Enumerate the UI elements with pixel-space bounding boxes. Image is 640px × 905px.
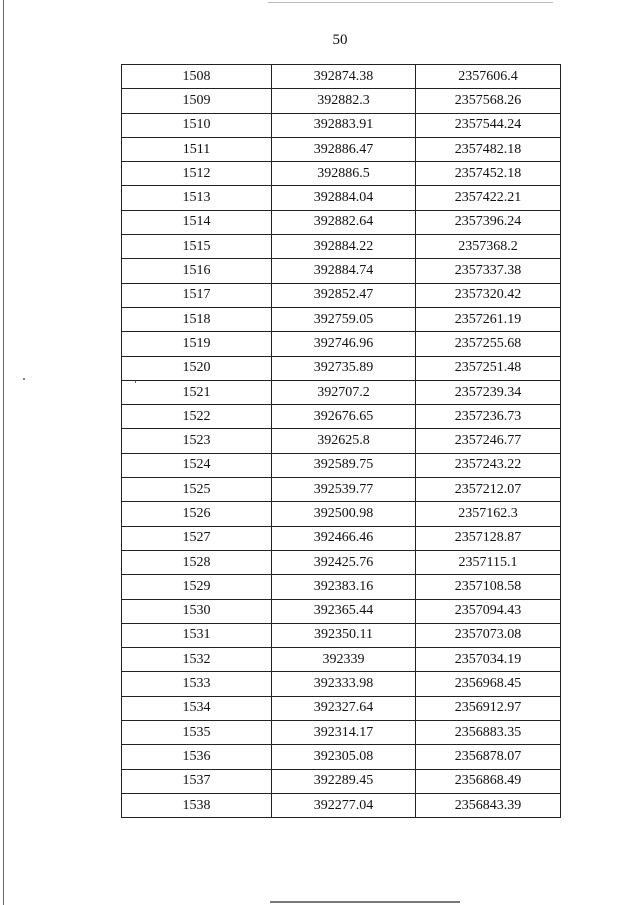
table-row bbox=[122, 745, 561, 769]
x-coordinate-cell: 392676.65 bbox=[272, 405, 416, 429]
table-row bbox=[122, 307, 561, 331]
y-coordinate-cell: 2357236.73 bbox=[416, 405, 561, 429]
point-number-cell: 1520 bbox=[122, 356, 272, 380]
x-coordinate-cell: 392746.96 bbox=[272, 332, 416, 356]
x-coordinate-cell: 392333.98 bbox=[272, 672, 416, 696]
scan-top-rule bbox=[268, 2, 553, 3]
x-coordinate-cell: 392339 bbox=[272, 648, 416, 672]
table-row bbox=[122, 478, 561, 502]
point-number-cell: 1537 bbox=[122, 769, 272, 793]
x-coordinate-cell: 392886.5 bbox=[272, 162, 416, 186]
y-coordinate-cell: 2357261.19 bbox=[416, 307, 561, 331]
table-row bbox=[122, 332, 561, 356]
table-row bbox=[122, 648, 561, 672]
point-number-cell: 1522 bbox=[122, 405, 272, 429]
point-number-cell: 1532 bbox=[122, 648, 272, 672]
x-coordinate-cell: 392589.75 bbox=[272, 453, 416, 477]
y-coordinate-cell: 2357115.1 bbox=[416, 550, 561, 574]
x-coordinate-cell: 392707.2 bbox=[272, 380, 416, 404]
x-coordinate-cell: 392759.05 bbox=[272, 307, 416, 331]
table-row bbox=[122, 113, 561, 137]
point-number-cell: 1531 bbox=[122, 623, 272, 647]
page-number: 50 bbox=[332, 32, 348, 48]
y-coordinate-cell: 2357094.43 bbox=[416, 599, 561, 623]
y-coordinate-cell: 2357251.48 bbox=[416, 356, 561, 380]
y-coordinate-cell: 2357128.87 bbox=[416, 526, 561, 550]
point-number-cell: 1508 bbox=[122, 65, 272, 89]
x-coordinate-cell: 392882.64 bbox=[272, 210, 416, 234]
point-number-cell: 1524 bbox=[122, 453, 272, 477]
y-coordinate-cell: 2356883.35 bbox=[416, 721, 561, 745]
x-coordinate-cell: 392625.8 bbox=[272, 429, 416, 453]
point-number-cell: 1516 bbox=[122, 259, 272, 283]
y-coordinate-cell: 2357255.68 bbox=[416, 332, 561, 356]
table-row bbox=[122, 769, 561, 793]
x-coordinate-cell: 392852.47 bbox=[272, 283, 416, 307]
scan-speck bbox=[23, 378, 25, 380]
table-row bbox=[122, 65, 561, 89]
point-number-cell: 1536 bbox=[122, 745, 272, 769]
point-number-cell: 1513 bbox=[122, 186, 272, 210]
x-coordinate-cell: 392327.64 bbox=[272, 696, 416, 720]
y-coordinate-cell: 2357337.38 bbox=[416, 259, 561, 283]
table-row bbox=[122, 235, 561, 259]
y-coordinate-cell: 2357396.24 bbox=[416, 210, 561, 234]
point-number-cell: 1512 bbox=[122, 162, 272, 186]
point-number-cell: 1526 bbox=[122, 502, 272, 526]
table-row bbox=[122, 721, 561, 745]
x-coordinate-cell: 392365.44 bbox=[272, 599, 416, 623]
y-coordinate-cell: 2357422.21 bbox=[416, 186, 561, 210]
table-row bbox=[122, 259, 561, 283]
y-coordinate-cell: 2356843.39 bbox=[416, 793, 561, 817]
table-row bbox=[122, 210, 561, 234]
x-coordinate-cell: 392277.04 bbox=[272, 793, 416, 817]
coordinates-table-body bbox=[122, 65, 561, 818]
x-coordinate-cell: 392350.11 bbox=[272, 623, 416, 647]
x-coordinate-cell: 392539.77 bbox=[272, 478, 416, 502]
point-number-cell: 1528 bbox=[122, 550, 272, 574]
y-coordinate-cell: 2356968.45 bbox=[416, 672, 561, 696]
table-row bbox=[122, 453, 561, 477]
y-coordinate-cell: 2357320.42 bbox=[416, 283, 561, 307]
y-coordinate-cell: 2357544.24 bbox=[416, 113, 561, 137]
y-coordinate-cell: 2357239.34 bbox=[416, 380, 561, 404]
scan-left-edge bbox=[3, 0, 4, 905]
x-coordinate-cell: 392305.08 bbox=[272, 745, 416, 769]
point-number-cell: 1515 bbox=[122, 235, 272, 259]
table-row bbox=[122, 672, 561, 696]
table-row bbox=[122, 502, 561, 526]
y-coordinate-cell: 2357108.58 bbox=[416, 575, 561, 599]
point-number-cell: 1535 bbox=[122, 721, 272, 745]
point-number-cell: 1533 bbox=[122, 672, 272, 696]
point-number-cell: 1527 bbox=[122, 526, 272, 550]
x-coordinate-cell: 392874.38 bbox=[272, 65, 416, 89]
y-coordinate-cell: 2357452.18 bbox=[416, 162, 561, 186]
x-coordinate-cell: 392886.47 bbox=[272, 137, 416, 161]
x-coordinate-cell: 392425.76 bbox=[272, 550, 416, 574]
table-row bbox=[122, 550, 561, 574]
x-coordinate-cell: 392735.89 bbox=[272, 356, 416, 380]
point-number-cell: 1530 bbox=[122, 599, 272, 623]
y-coordinate-cell: 2357243.22 bbox=[416, 453, 561, 477]
table-row bbox=[122, 89, 561, 113]
y-coordinate-cell: 2357073.08 bbox=[416, 623, 561, 647]
y-coordinate-cell: 2356868.49 bbox=[416, 769, 561, 793]
point-number-cell: 1534 bbox=[122, 696, 272, 720]
x-coordinate-cell: 392289.45 bbox=[272, 769, 416, 793]
y-coordinate-cell: 2356878.07 bbox=[416, 745, 561, 769]
table-row bbox=[122, 186, 561, 210]
scan-bottom-rule bbox=[270, 901, 460, 903]
x-coordinate-cell: 392884.74 bbox=[272, 259, 416, 283]
point-number-cell: 1525 bbox=[122, 478, 272, 502]
table-row bbox=[122, 405, 561, 429]
y-coordinate-cell: 2357482.18 bbox=[416, 137, 561, 161]
point-number-cell: 1510 bbox=[122, 113, 272, 137]
x-coordinate-cell: 392884.22 bbox=[272, 235, 416, 259]
table-row bbox=[122, 162, 561, 186]
table-row bbox=[122, 283, 561, 307]
y-coordinate-cell: 2357246.77 bbox=[416, 429, 561, 453]
point-number-cell: 1519 bbox=[122, 332, 272, 356]
table-row bbox=[122, 380, 561, 404]
point-number-cell: 1509 bbox=[122, 89, 272, 113]
y-coordinate-cell: 2357568.26 bbox=[416, 89, 561, 113]
point-number-cell: 1523 bbox=[122, 429, 272, 453]
table-row bbox=[122, 575, 561, 599]
x-coordinate-cell: 392314.17 bbox=[272, 721, 416, 745]
table-row bbox=[122, 356, 561, 380]
y-coordinate-cell: 2357034.19 bbox=[416, 648, 561, 672]
y-coordinate-cell: 2357212.07 bbox=[416, 478, 561, 502]
point-number-cell: 1521 bbox=[122, 380, 272, 404]
y-coordinate-cell: 2357368.2 bbox=[416, 235, 561, 259]
x-coordinate-cell: 392883.91 bbox=[272, 113, 416, 137]
table-row bbox=[122, 137, 561, 161]
x-coordinate-cell: 392884.04 bbox=[272, 186, 416, 210]
point-number-cell: 1514 bbox=[122, 210, 272, 234]
x-coordinate-cell: 392500.98 bbox=[272, 502, 416, 526]
y-coordinate-cell: 2356912.97 bbox=[416, 696, 561, 720]
table-row bbox=[122, 793, 561, 817]
point-number-cell: 1529 bbox=[122, 575, 272, 599]
point-number-cell: 1538 bbox=[122, 793, 272, 817]
table-row bbox=[122, 429, 561, 453]
point-number-cell: 1517 bbox=[122, 283, 272, 307]
table-row bbox=[122, 526, 561, 550]
coordinates-table bbox=[121, 64, 561, 818]
table-row bbox=[122, 696, 561, 720]
table-row bbox=[122, 599, 561, 623]
y-coordinate-cell: 2357606.4 bbox=[416, 65, 561, 89]
table-row bbox=[122, 623, 561, 647]
x-coordinate-cell: 392882.3 bbox=[272, 89, 416, 113]
point-number-cell: 1511 bbox=[122, 137, 272, 161]
x-coordinate-cell: 392383.16 bbox=[272, 575, 416, 599]
y-coordinate-cell: 2357162.3 bbox=[416, 502, 561, 526]
point-number-cell: 1518 bbox=[122, 307, 272, 331]
x-coordinate-cell: 392466.46 bbox=[272, 526, 416, 550]
